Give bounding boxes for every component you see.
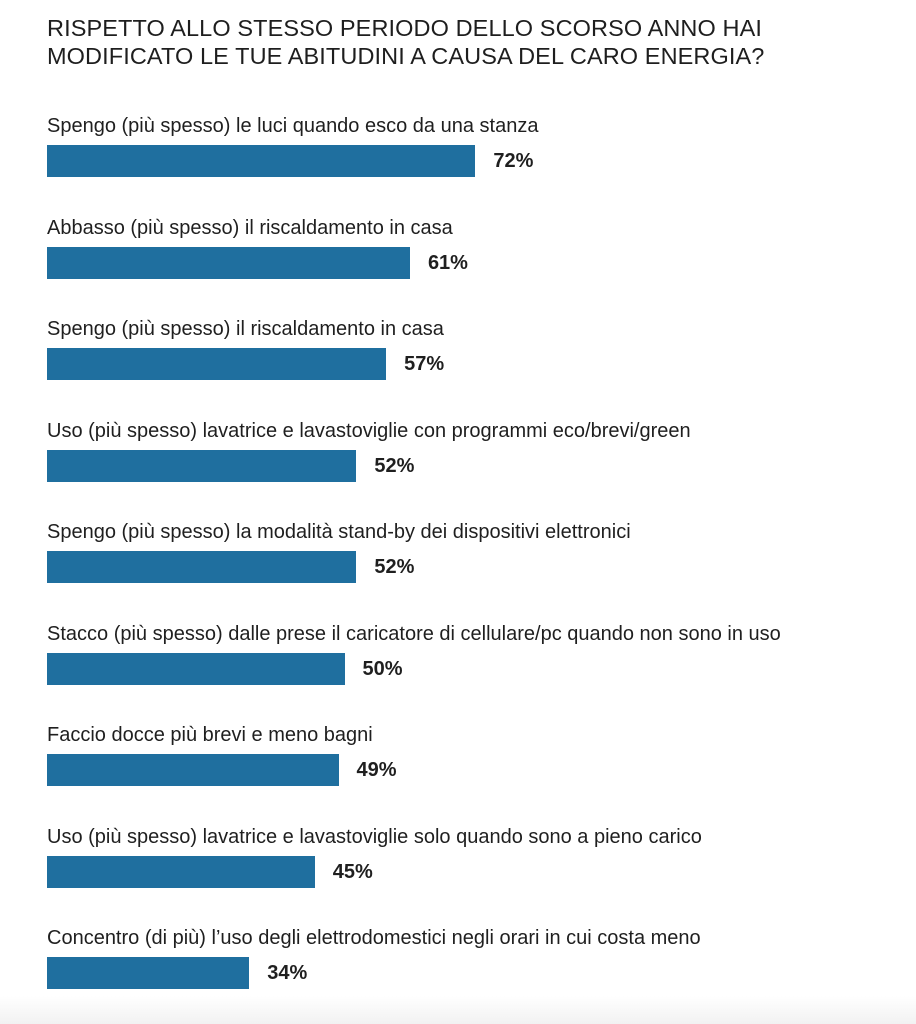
bar-category-label: Spengo (più spesso) la modalità stand-by dei dispositivi elettronici xyxy=(47,521,631,543)
bar-value-label: 52% xyxy=(374,556,415,578)
bar-category-label: Faccio docce più brevi e meno bagni xyxy=(47,724,373,746)
bottom-fade xyxy=(0,996,916,1024)
bar-value-label: 72% xyxy=(493,150,534,172)
bar-item xyxy=(47,519,907,599)
bar xyxy=(47,653,345,685)
bar-item xyxy=(47,925,907,1005)
bar-item xyxy=(47,418,907,498)
bar-item xyxy=(47,113,907,193)
bar-value-label: 61% xyxy=(427,251,468,274)
bar-item xyxy=(47,316,907,396)
bar-category-label: Uso (più spesso) lavatrice e lavastoviglie solo quando sono a pieno carico xyxy=(47,825,702,848)
bar xyxy=(47,957,249,989)
bar xyxy=(47,551,356,583)
bar xyxy=(47,754,339,786)
bar-value-label: 34% xyxy=(267,962,308,984)
bar-value-label: 50% xyxy=(362,657,403,680)
bar-item xyxy=(47,621,907,701)
bar xyxy=(47,247,410,279)
bar-category-label: Spengo (più spesso) il riscaldamento in casa xyxy=(47,318,444,340)
bar-value-label: 57% xyxy=(404,353,445,375)
bar-value-label: 45% xyxy=(332,860,373,883)
chart-title-line-2: MODIFICATO LE TUE ABITUDINI A CAUSA DEL CARO ENERGIA? xyxy=(47,43,765,69)
bar-item xyxy=(47,824,907,904)
bar-value-label: 49% xyxy=(356,759,397,781)
bar-category-label: Concentro (di più) l’uso degli elettrodomestici negli orari in cui costa meno xyxy=(47,927,701,949)
bar xyxy=(47,856,315,888)
bar-value-label: 52% xyxy=(374,454,415,477)
bar-category-label: Stacco (più spesso) dalle prese il caricatore di cellulare/pc quando non sono in uso xyxy=(47,622,781,645)
bar xyxy=(47,450,356,482)
bar xyxy=(47,145,475,177)
bar-item xyxy=(47,722,907,802)
bar-category-label: Uso (più spesso) lavatrice e lavastoviglie con programmi eco/brevi/green xyxy=(47,419,691,442)
bar-category-label: Abbasso (più spesso) il riscaldamento in casa xyxy=(47,216,453,239)
chart-title-line-1: RISPETTO ALLO STESSO PERIODO DELLO SCORSO ANNO HAI xyxy=(47,15,762,41)
bar-category-label: Spengo (più spesso) le luci quando esco da una stanza xyxy=(47,115,539,137)
bar-item xyxy=(47,215,907,295)
bar xyxy=(47,348,386,380)
